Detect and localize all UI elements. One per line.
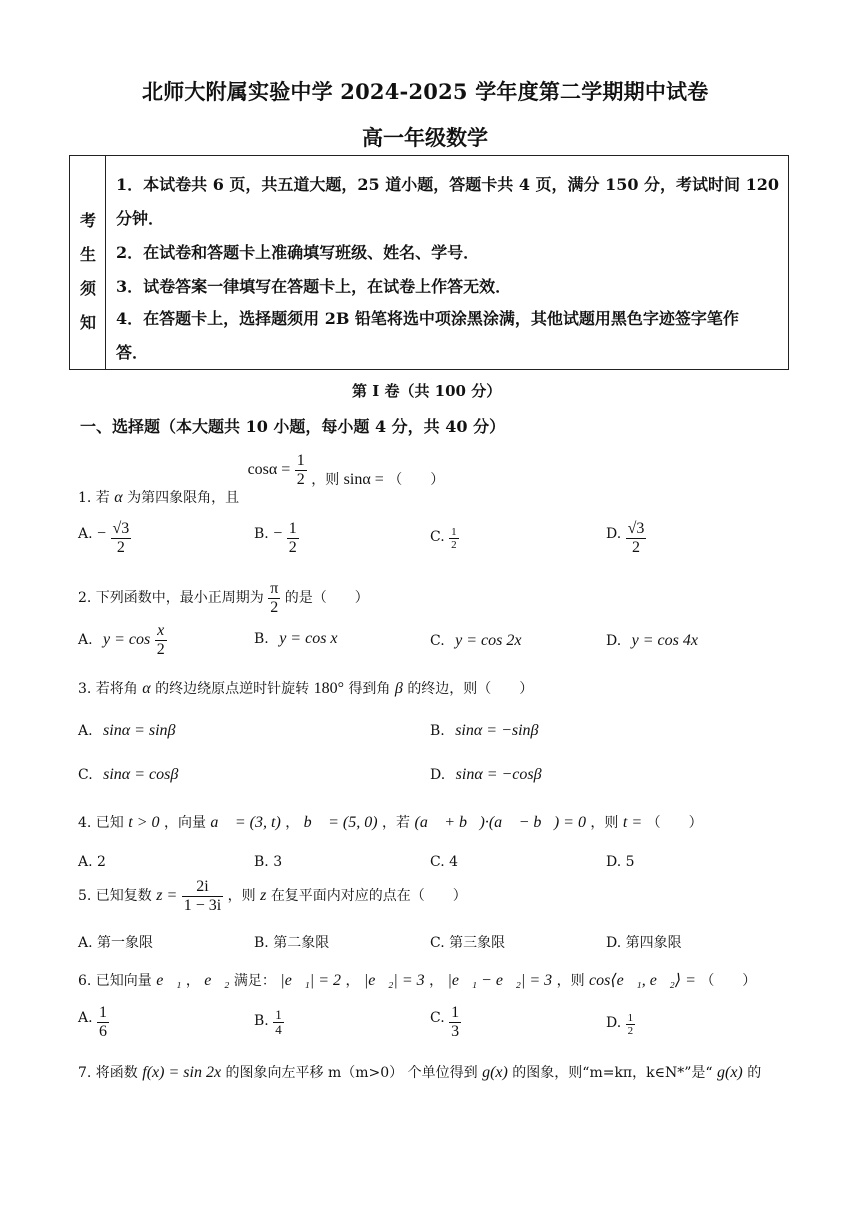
q6-option-d [606, 1012, 635, 1037]
q3-mid2: 得到角 [348, 681, 391, 697]
q6-e2: e⃗₂ [204, 972, 230, 989]
q5-option-b: B. 第二象限 [254, 935, 330, 951]
question-2 [78, 580, 369, 616]
option-expr: sinα = −sinβ [455, 722, 539, 739]
option-sign: − [97, 525, 107, 543]
exam-title: 北师大附属实验中学 2024-2025 学年度第二学期期中试卷 [142, 79, 709, 104]
q6-option-a [78, 1004, 109, 1040]
q7-mid2: 个单位得到 [407, 1065, 478, 1081]
question-5 [78, 878, 467, 914]
q1-cond-fraction [295, 452, 307, 488]
q3-alpha: α [142, 680, 151, 697]
frac-den: 2 [156, 640, 165, 658]
option-fraction [287, 520, 299, 556]
option-fraction [155, 622, 167, 658]
notice-char: 生 [79, 245, 96, 264]
q5-option-c: C. 第三象限 [430, 935, 506, 951]
q4-cond: t > 0 [128, 814, 160, 831]
q5-prefix: 5. 已知复数 [78, 888, 152, 905]
q5-option-d: D. 第四象限 [606, 935, 682, 951]
question-7 [78, 1062, 761, 1082]
q1-option-d [606, 520, 646, 556]
option-expr: y = cos x [279, 630, 338, 647]
question-6 [78, 970, 756, 990]
option-label: B. [254, 1012, 269, 1029]
q3-mid: 的终边绕原点逆时针旋转 [155, 681, 310, 697]
q6-ask: cos⟨e⃗₁, e⃗₂⟩ = [589, 972, 696, 989]
q4-vec-b: b⃗ = (5, 0) [303, 814, 378, 831]
q3-prefix: 3. 若将角 [78, 681, 138, 697]
q4-prefix: 4. 已知 [78, 815, 124, 831]
notice-char: 考 [79, 211, 96, 230]
q6-prefix: 6. 已知向量 [78, 973, 152, 989]
option-fraction [626, 520, 647, 556]
q1-paren: （ ） [388, 472, 445, 489]
q4-option-c: C. 4 [430, 854, 459, 870]
q5-option-a: A. 第一象限 [78, 935, 154, 951]
q6-e1: e⃗₁ [156, 972, 182, 989]
q3-beta: β [394, 680, 403, 697]
notice-side-label [70, 156, 106, 369]
q4-paren: （ ） [646, 815, 703, 831]
frac-num: 1 [451, 526, 457, 538]
frac-num: √3 [112, 520, 130, 537]
q3-option-d [430, 766, 542, 784]
q1-option-b [254, 520, 299, 556]
frac-num: 1 [99, 1004, 108, 1021]
q2-prefix: 2. 下列函数中，最小正周期为 [78, 590, 264, 607]
frac-num: 1 [627, 1012, 634, 1024]
frac-num: 1 [451, 1004, 460, 1021]
q6-sep: ， [185, 973, 200, 989]
option-label: C. [78, 767, 93, 783]
section-title: 一、选择题（本大题共 10 小题，每小题 4 分，共 40 分） [80, 417, 506, 436]
frac-num: π [270, 580, 279, 597]
q6-mid2: ，则 [556, 973, 585, 989]
q1-after: ，则 [311, 472, 340, 489]
option-label: A. [78, 1010, 93, 1027]
option-label: C. [430, 1010, 445, 1027]
q7-m: m（m>0） [327, 1065, 404, 1081]
q3-option-c [78, 766, 178, 784]
q1-mid: 为第四象限角，且 [127, 490, 240, 507]
q6-c1: |e⃗₁| = 2 [280, 972, 341, 989]
notice-char: 知 [79, 313, 96, 332]
q2-suffix: 的是（ ） [284, 590, 369, 607]
q1-ask: sinα = [343, 471, 384, 489]
q2-fraction [268, 580, 280, 616]
notice-line: 分钟． [116, 209, 165, 228]
option-label: A. [78, 632, 93, 649]
q7-suffix: 的 [747, 1065, 762, 1081]
q4-option-a: A. 2 [78, 854, 106, 870]
option-label: D. [606, 526, 622, 543]
q6-c2: |e⃗₂| = 3 [363, 972, 425, 989]
q6-paren: （ ） [700, 973, 757, 989]
q2-option-b [254, 630, 338, 648]
option-label: A. [78, 723, 93, 739]
frac-den: 2 [270, 598, 279, 616]
q1-prefix: 1. 若 [78, 490, 110, 507]
q4-option-b: B. 3 [254, 854, 283, 870]
frac-den: 3 [451, 1022, 460, 1040]
q7-fx: f(x) = sin 2x [142, 1064, 222, 1081]
q5-mid: ，则 [227, 888, 256, 905]
part-title: 第 I 卷（共 100 分） [352, 382, 502, 400]
exam-subtitle: 高一年级数学 [362, 125, 488, 150]
q3-suffix: 的终边，则（ ） [407, 681, 534, 697]
q1-cond-lhs: cosα = [247, 461, 291, 479]
option-sign: − [273, 525, 283, 543]
option-label: B. [254, 526, 269, 543]
q1-cond-num: 1 [296, 452, 305, 469]
q2-option-a [78, 622, 167, 658]
q6-sep3: ， [429, 973, 444, 989]
q7-gx: g(x) [482, 1064, 508, 1081]
option-fraction [449, 526, 459, 551]
q4-mid3: ，则 [590, 815, 619, 831]
option-label: D. [606, 633, 622, 649]
frac-den: 2 [632, 538, 641, 556]
q6-sep2: ， [345, 973, 360, 989]
q7-prefix: 7. 将函数 [78, 1065, 138, 1081]
notice-line: 3．试卷答案一律填写在答题卡上，在试卷上作答无效． [116, 277, 512, 296]
q3-deg: 180° [313, 680, 344, 697]
option-label: B. [430, 723, 445, 739]
option-label: A. [78, 526, 93, 543]
q1-cond-den: 2 [296, 470, 305, 488]
option-fraction [626, 1012, 636, 1037]
q4-ask: t = [622, 814, 643, 831]
q5-fraction [182, 878, 223, 914]
q4-vec-a: a⃗ = (3, t) [210, 814, 281, 831]
option-label: B. [254, 631, 269, 647]
q6-c3: |e⃗₁ − e⃗₂| = 3 [447, 972, 553, 989]
frac-den: 2 [116, 538, 125, 556]
q5-suffix: 在复平面内对应的点在（ ） [270, 888, 467, 905]
frac-den: 6 [99, 1022, 108, 1040]
q6-mid: 满足： [233, 973, 276, 989]
question-4 [78, 812, 703, 832]
notice-line: 4．在答题卡上，选择题须用 2B 铅笔将选中项涂黑涂满，其他试题用黑色字迹签字笔作 [116, 309, 739, 328]
question-3 [78, 678, 533, 698]
frac-den: 2 [288, 538, 297, 556]
q7-mid: 的图象向左平移 [225, 1065, 324, 1081]
option-label: D. [606, 1014, 622, 1031]
q4-eq: (a⃗ + b⃗)·(a⃗ − b⃗) = 0 [414, 814, 586, 831]
q5-z: z [260, 887, 267, 905]
frac-num: 2i [182, 878, 223, 897]
frac-num: 1 [275, 1007, 282, 1022]
q1-option-a [78, 520, 131, 556]
frac-den: 4 [275, 1022, 282, 1038]
option-expr: y = cos 2x [455, 632, 522, 649]
q7-mid3: 的图象，则“m=kπ，k∈N*”是“ [512, 1065, 713, 1081]
q4-sep: ， [285, 815, 300, 831]
q2-option-d [606, 632, 698, 650]
q6-option-b [254, 1008, 284, 1038]
q3-option-a [78, 722, 176, 740]
q2-option-c [430, 632, 521, 650]
frac-num: 1 [288, 520, 297, 537]
q4-option-d: D. 5 [606, 854, 635, 870]
notice-line: 答． [116, 343, 149, 362]
frac-den: 2 [451, 539, 457, 552]
q6-option-c [430, 1004, 461, 1040]
q1-option-c [430, 526, 459, 551]
option-fraction [273, 1008, 284, 1038]
q1-alpha: α [114, 489, 123, 507]
option-label: C. [430, 528, 445, 545]
notice-line: 2．在试卷和答题卡上准确填写班级、姓名、学号． [116, 243, 480, 262]
notice-char: 须 [79, 279, 96, 298]
option-fraction [449, 1004, 461, 1040]
question-1 [78, 452, 445, 507]
frac-den: 1 − 3i [183, 896, 222, 914]
option-label: D. [430, 767, 446, 783]
option-expr: y = cos [103, 631, 151, 649]
q4-mid2: ，若 [382, 815, 411, 831]
frac-num: x [155, 622, 167, 641]
notice-box [69, 155, 789, 370]
notice-line: 1．本试卷共 6 页，共五道大题，25 道小题，答题卡共 4 页，满分 150 分，考试时间 120 [116, 175, 780, 194]
option-fraction [97, 1004, 109, 1040]
q5-z-eq: z = [156, 887, 178, 905]
option-expr: sinα = sinβ [103, 722, 176, 739]
option-label: C. [430, 633, 445, 649]
option-expr: sinα = −cosβ [455, 766, 542, 783]
option-expr: sinα = cosβ [103, 766, 179, 783]
q4-mid: ，向量 [163, 815, 206, 831]
option-expr: y = cos 4x [631, 632, 698, 649]
frac-den: 2 [627, 1025, 634, 1038]
q7-gx2: g(x) [717, 1064, 743, 1081]
q3-option-b [430, 722, 539, 740]
option-fraction [111, 520, 132, 556]
frac-num: √3 [627, 520, 645, 537]
